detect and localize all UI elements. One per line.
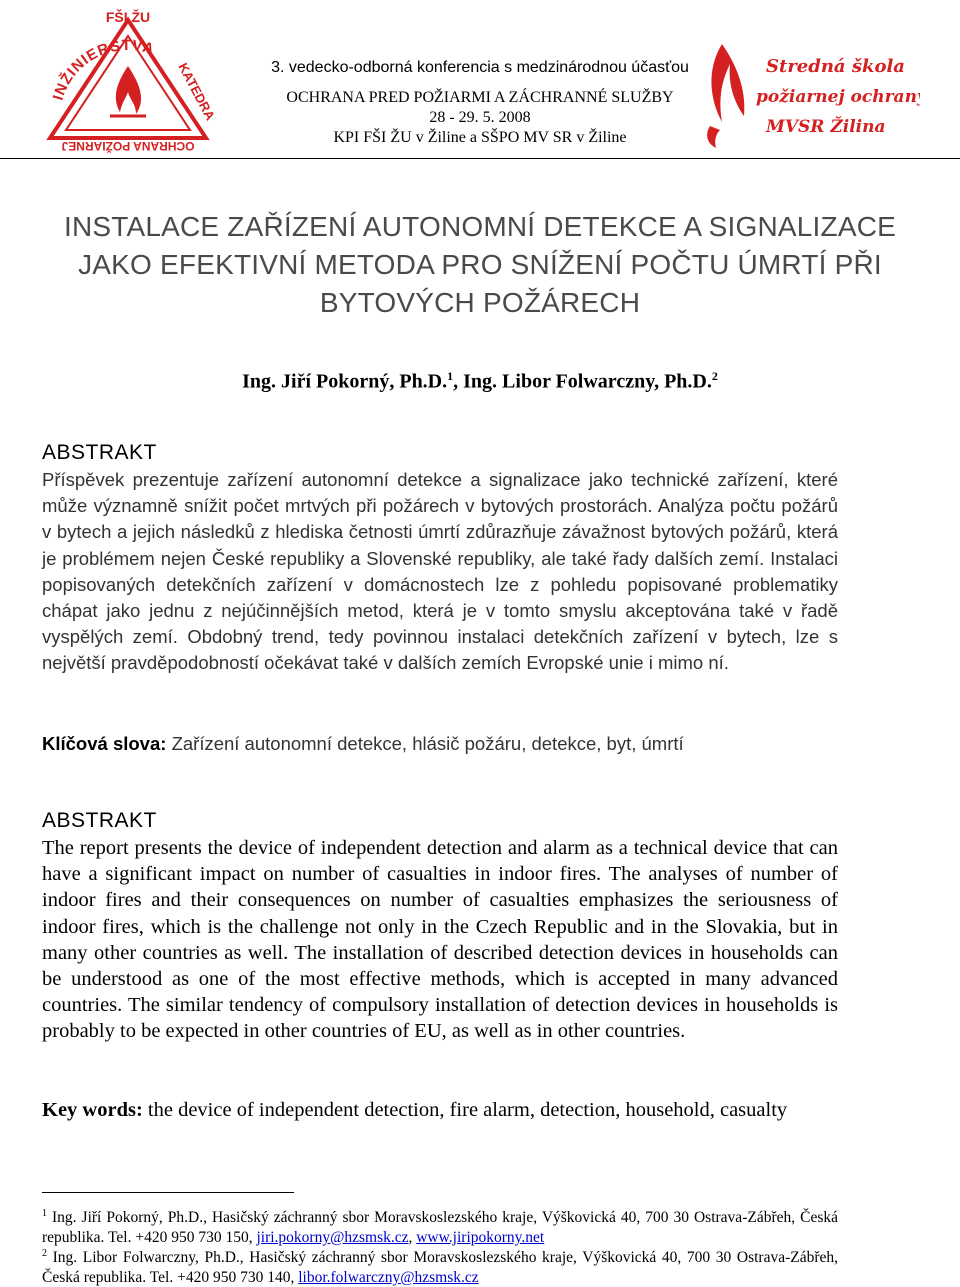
keywords-en-label: Key words: bbox=[42, 1099, 143, 1121]
conference-organizers: KPI FŠI ŽU v Žiline a SŠPO MV SR v Žiline bbox=[333, 129, 627, 146]
footnote-1-number: 1 bbox=[42, 1208, 47, 1219]
abstract-cz-text: Příspěvek prezentuje zařízení autonomní detekce a signalizace jako technické zařízení, které může významně snížit počet mrtvých při požárech v bytových prostorách. Analýza počtu požárů v bytech a jejich následků z hlediska četnosti úmrtí zdůrazňuje závažnost bytových požárů, která je problémem nejen České republiky a Slovenské republiky, ale také řady dalších zemí. Instalaci popisovaných detekčních zařízení v domácnostech lze z pohledu popisované problematiky chápat jako jednu z nejúčinnějších metod, která je v tomto smyslu akceptována také v řadě vyspělých zemí. Obdobný trend, tedy povinnou instalaci detekčních zařízení v bytech, lze s největší pravděpodobností očekávat také v dalších zemích Evropské unie i mimo ní. bbox=[42, 469, 838, 674]
footnote-2-number: 2 bbox=[42, 1248, 47, 1259]
footnote-1-separator: , bbox=[408, 1228, 413, 1246]
footnote-2 bbox=[42, 1244, 838, 1287]
author-1-footnote-ref: 1 bbox=[447, 369, 454, 383]
author-line bbox=[40, 363, 920, 395]
keywords-cz-label: Klíčová slova: bbox=[42, 733, 167, 754]
footnote-2-text: Ing. Libor Folwarczny, Ph.D., Hasičský záchranný sbor Moravskoslezského kraje, Výškovická 40, 700 30 Ostrava-Zábřeh, Česká republika. Tel. +420 950 730 140, bbox=[42, 1249, 838, 1286]
paper-title: INSTALACE ZAŘÍZENÍ AUTONOMNÍ DETEKCE A SIGNALIZACE JAKO EFEKTIVNÍ METODA PRO SNÍŽENÍ POČTU ÚMRTÍ PŘI BYTOVÝCH POŽÁRECH bbox=[63, 211, 897, 318]
school-name-line1: Stredná škola bbox=[766, 56, 905, 77]
keywords-cz-list: Zařízení autonomní detekce, hlásič požáru, detekce, byt, úmrtí bbox=[171, 733, 684, 754]
conference-date: 28 - 29. 5. 2008 bbox=[429, 109, 531, 126]
keywords-en-list: the device of independent detection, fire alarm, detection, household, casualty bbox=[147, 1099, 788, 1121]
conference-topic: OCHRANA PRED POŽIARMI A ZÁCHRANNÉ SLUŽBY bbox=[286, 89, 674, 106]
keywords-cz bbox=[42, 731, 842, 757]
abstract-cz-heading: ABSTRAKT bbox=[42, 441, 157, 464]
footnote-1-email-link[interactable]: jiri.pokorny@hzsmsk.cz bbox=[256, 1228, 409, 1246]
conference-name: 3. vedecko-odborná konferencia s medzinárodnou účasťou bbox=[271, 59, 689, 76]
footnote-divider bbox=[42, 1192, 294, 1193]
flame-icon bbox=[116, 66, 141, 114]
seal-right-text: KATEDRA bbox=[175, 60, 218, 123]
author-2-footnote-ref: 2 bbox=[711, 369, 718, 383]
author-separator: , bbox=[453, 370, 464, 393]
footnote-1-web-link[interactable]: www.jiripokorny.net bbox=[416, 1228, 545, 1246]
header-divider bbox=[0, 158, 960, 159]
seal-top-text: FŠI ŽU bbox=[105, 9, 151, 25]
author-1: Ing. Jiří Pokorný, Ph.D. bbox=[242, 370, 448, 393]
seal-left-text: INŽINIERSTVA bbox=[49, 36, 157, 103]
svg-text:INŽINIERSTVA bbox=[50, 37, 157, 102]
abstract-en-heading: ABSTRAKT bbox=[42, 809, 157, 832]
footnote-2-email-link[interactable]: libor.folwarczny@hzsmsk.cz bbox=[298, 1268, 479, 1286]
school-name-line2: požiarnej ochrany bbox=[756, 87, 920, 107]
footnote-1-text: Ing. Jiří Pokorný, Ph.D., Hasičský záchranný sbor Moravskoslezského kraje, Výškovická 40, 700 30 Ostrava-Zábřeh, Česká republika. Tel. +420 950 730 150, bbox=[42, 1209, 838, 1246]
abstract-en-text: The report presents the device of independent detection and alarm as a technical device that can have a significant impact on number of casualties in indoor fires. The analyses of number of indoor fires and their consequences on number of casualties emphasizes the seriousness of indoor fires, which is the challenge not only in the Czech Republic and in the Slovakia, but in many other countries as well. The installation of described detection devices in households can be understood as one of the most effective methods, which is accepted in many advanced countries. The similar tendency of compulsory installation of detection devices in households is probably to be expected in other countries of EU, as well as in other countries. bbox=[42, 837, 838, 1043]
school-name-line3: MVSR Žilina bbox=[766, 117, 886, 137]
author-2: Ing. Libor Folwarczny, Ph.D. bbox=[463, 370, 712, 393]
seal-bottom-text: OCHRANA POŽIARNEJ bbox=[61, 139, 195, 153]
footnote-1 bbox=[42, 1204, 838, 1247]
keywords-en bbox=[42, 1097, 838, 1123]
